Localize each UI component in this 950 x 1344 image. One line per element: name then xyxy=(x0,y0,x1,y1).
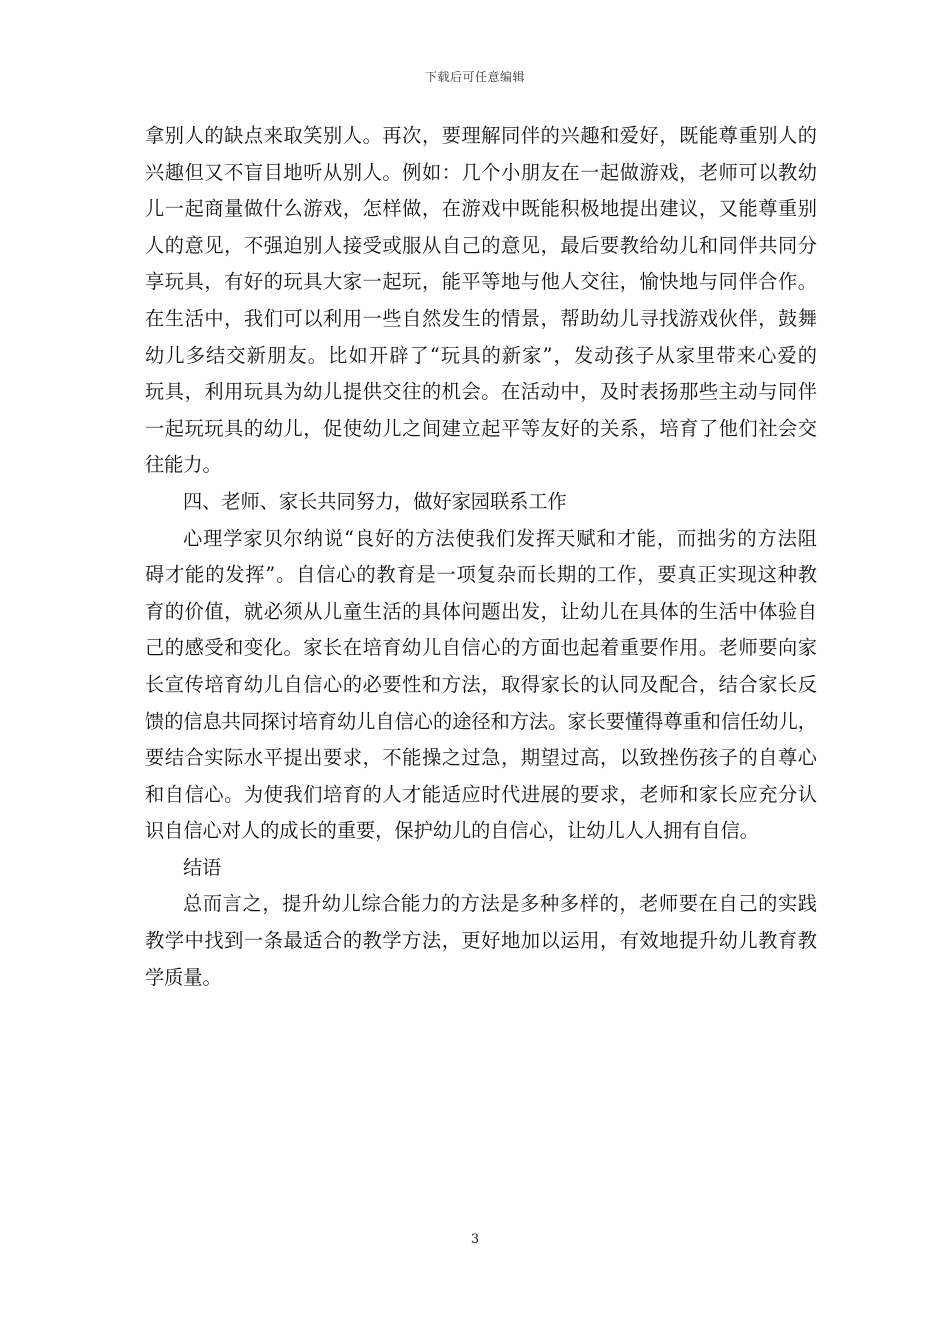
text-line: 和自信心。为使我们培育的人才能适应时代进展的要求，老师和家长应充分认 xyxy=(145,782,817,806)
text-line: 学质量。 xyxy=(145,965,222,989)
section-heading: 结语 xyxy=(183,855,222,879)
text-line: 往能力。 xyxy=(145,453,222,477)
section-heading: 四、老师、家长共同努力，做好家园联系工作 xyxy=(183,489,567,513)
text-line: 玩具，利用玩具为幼儿提供交往的机会。在活动中，及时表扬那些主动与同伴 xyxy=(145,380,817,404)
text-line: 幼儿多结交新朋友。比如开辟了“玩具的新家”，发动孩子从家里带来心爱的 xyxy=(145,343,817,367)
text-line: 己的感受和变化。家长在培育幼儿自信心的方面也起着重要作用。老师要向家 xyxy=(145,636,817,660)
page-number: 3 xyxy=(470,1232,480,1247)
text-line: 长宣传培育幼儿自信心的必要性和方法，取得家长的认同及配合，结合家长反 xyxy=(145,672,817,696)
text-line: 碍才能的发挥”。自信心的教育是一项复杂而长期的工作，要真正实现这种教 xyxy=(145,563,817,587)
paragraph-first-line: 心理学家贝尔纳说“良好的方法使我们发挥天赋和才能，而拙劣的方法阻 xyxy=(183,526,817,550)
text-line: 兴趣但又不盲目地听从别人。例如：几个小朋友在一起做游戏，老师可以教幼 xyxy=(145,160,817,184)
text-line: 在生活中，我们可以利用一些自然发生的情景，帮助幼儿寻找游戏伙伴，鼓舞 xyxy=(145,306,817,330)
text-line: 享玩具，有好的玩具大家一起玩，能平等地与他人交往，愉快地与同伴合作。 xyxy=(145,270,817,294)
paragraph-first-line: 总而言之，提升幼儿综合能力的方法是多种多样的，老师要在自己的实践 xyxy=(183,892,817,916)
page-header: 下载后可任意编辑 xyxy=(424,70,525,84)
text-line: 要结合实际水平提出要求，不能操之过急，期望过高，以致挫伤孩子的自尊心 xyxy=(145,746,817,770)
text-line: 馈的信息共同探讨培育幼儿自信心的途径和方法。家长要懂得尊重和信任幼儿， xyxy=(145,709,817,733)
text-line: 识自信心对人的成长的重要，保护幼儿的自信心，让幼儿人人拥有自信。 xyxy=(145,819,759,843)
text-line: 教学中找到一条最适合的教学方法，更好地加以运用，有效地提升幼儿教育教 xyxy=(145,929,817,953)
text-line: 儿一起商量做什么游戏，怎样做，在游戏中既能积极地提出建议，又能尊重别 xyxy=(145,197,817,221)
text-line: 人的意见，不强迫别人接受或服从自己的意见，最后要教给幼儿和同伴共同分 xyxy=(145,233,817,257)
document-body xyxy=(145,118,817,996)
text-line: 拿别人的缺点来取笑别人。再次，要理解同伴的兴趣和爱好，既能尊重别人的 xyxy=(145,124,817,147)
text-line: 一起玩玩具的幼儿，促使幼儿之间建立起平等友好的关系，培育了他们社会交 xyxy=(145,416,817,440)
text-line: 育的价值，就必须从儿童生活的具体问题出发，让幼儿在具体的生活中体验自 xyxy=(145,599,817,623)
